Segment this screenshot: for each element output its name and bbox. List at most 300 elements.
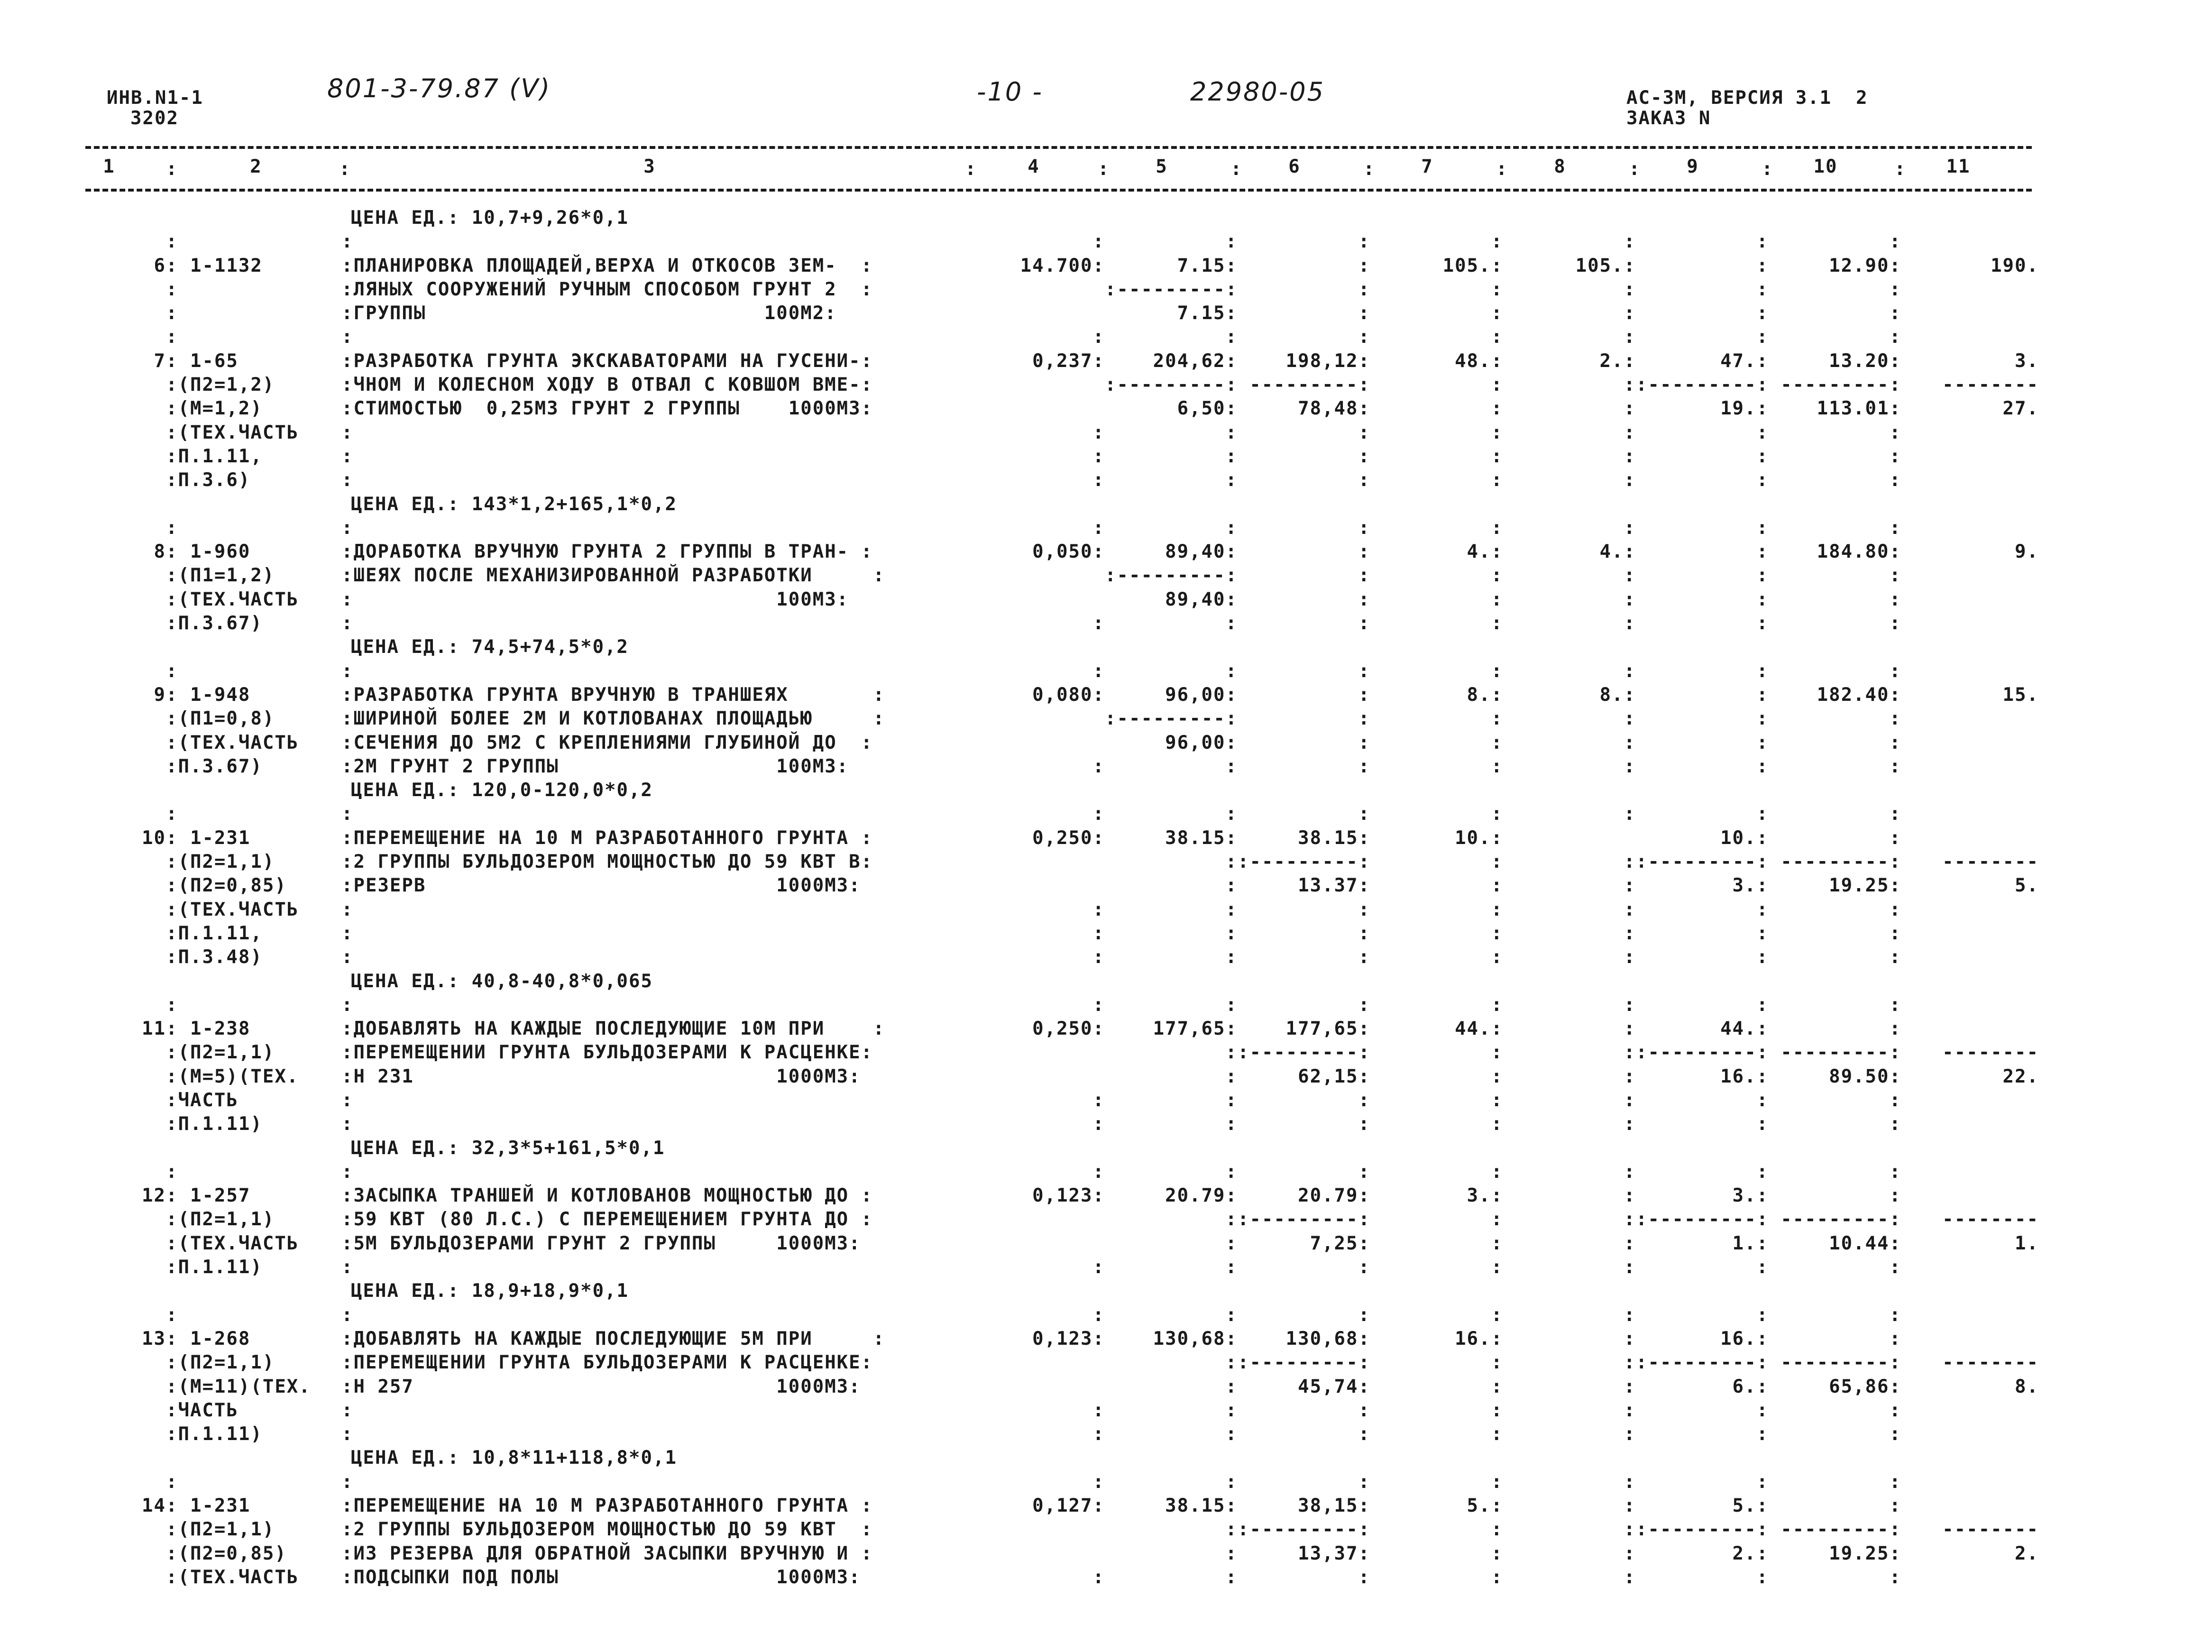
labor-cost-cell: :	[1889, 303, 1901, 324]
machine-cost-cell: 38,15:	[1298, 1495, 1370, 1517]
inventory-number: 3202	[130, 108, 179, 129]
machine-cost-cell: :	[1358, 469, 1370, 491]
wages-cell: :	[1624, 1423, 1636, 1445]
unit-price-line	[95, 206, 2039, 230]
wages-cell: :	[1624, 922, 1636, 944]
work-description-cell: :ДОРАБОТКА ВРУЧНУЮ ГРУНТА 2 ГРУППЫ В ТРАН- :	[341, 541, 873, 563]
unit-cost-cell: 89,40:	[1165, 588, 1238, 610]
unit-cost-cell: :	[1225, 1257, 1238, 1278]
machine-operation-cell: :	[1756, 899, 1769, 920]
quantity-cell: :	[1092, 755, 1105, 777]
rate-code-cell: :	[166, 1471, 178, 1493]
rate-code-cell: :(П2=1,1)	[166, 1352, 275, 1374]
labor-cost-cell: 12.90:	[1829, 255, 1901, 276]
total-cost-cell: :	[1491, 588, 1503, 610]
quantity-cell: :	[1092, 1089, 1105, 1111]
work-description-cell: :ЧНОМ И КОЛЕСНОМ ХОДУ В ОТВАЛ С КОВШОМ ВМЕ-:	[341, 374, 873, 396]
work-description-cell: :Н 231 1000М3:	[341, 1065, 861, 1087]
rate-code-cell: : 1-231	[166, 827, 251, 849]
total-cost-cell: :	[1491, 1566, 1503, 1588]
wages-cell: :	[1624, 1519, 1636, 1541]
labor-cost-cell: :	[1889, 517, 1901, 539]
wages-cell: :	[1624, 613, 1636, 634]
wages-cell: :	[1624, 660, 1636, 682]
work-description-cell: :	[341, 1113, 354, 1135]
table-row	[95, 660, 2039, 683]
rate-code-cell: :	[166, 803, 178, 825]
work-description-cell: :ДОБАВЛЯТЬ НА КАЖДЫЕ ПОСЛЕДУЮЩИЕ 10М ПРИ :	[341, 1018, 885, 1040]
rate-code-cell: :П.1.11)	[166, 1423, 263, 1445]
quantity-cell: :	[1092, 1566, 1105, 1588]
page-number: -10 -	[977, 77, 1043, 107]
quantity-cell: :	[1092, 994, 1105, 1016]
wages-cell: :	[1624, 517, 1636, 539]
column-separator: :	[1762, 158, 1774, 180]
wages-cell: :	[1624, 231, 1636, 253]
work-description-cell: :РАЗРАБОТКА ГРУНТА ЭКСКАВАТОРАМИ НА ГУСЕНИ-:	[341, 350, 873, 372]
total-cost-cell: :	[1491, 1376, 1503, 1397]
machine-cost-cell: 45,74:	[1298, 1376, 1370, 1397]
column-separator: :	[1363, 158, 1376, 180]
labor-cost-cell: :	[1889, 660, 1901, 682]
machine-operation-cell: :	[1756, 278, 1769, 300]
unit-cost-cell: 130,68:	[1153, 1328, 1238, 1349]
total-cost-cell: :	[1491, 445, 1503, 467]
total-cost-cell: :	[1491, 922, 1503, 944]
table-row	[95, 1017, 2039, 1041]
rate-code-cell: :(П2=1,1)	[166, 1042, 275, 1064]
machine-cost-cell: :	[1358, 994, 1370, 1016]
work-description-cell: :ЛЯНЫХ СООРУЖЕНИЙ РУЧНЫМ СПОСОБОМ ГРУНТ 2 :	[341, 278, 873, 300]
quantity-cell: 0,250:	[1032, 827, 1105, 849]
wages-cell: :	[1624, 1113, 1636, 1135]
wages-cell: 2.:	[1599, 350, 1636, 372]
quantity-cell: :	[1092, 517, 1105, 539]
quantity-cell: 14.700:	[1020, 255, 1105, 276]
machine-operation-cell: :	[1756, 1471, 1769, 1493]
work-description-cell: :	[341, 422, 354, 443]
rate-code-cell: :ЧАСТЬ	[166, 1089, 239, 1111]
wages-cell: :	[1624, 1018, 1636, 1040]
unit-cost-cell: :	[1225, 899, 1238, 920]
total-cost-cell: 44.:	[1455, 1018, 1503, 1040]
wages-cell: :	[1624, 398, 1636, 420]
machine-cost-cell: 38.15:	[1298, 827, 1370, 849]
total-cost-cell: :	[1491, 303, 1503, 324]
table-row	[95, 1041, 2039, 1065]
work-description-cell: :СЕЧЕНИЯ ДО 5М2 С КРЕПЛЕНИЯМИ ГЛУБИНОЙ ДО :	[341, 732, 873, 753]
machine-cost-cell: :	[1358, 231, 1370, 253]
work-description-cell: :ИЗ РЕЗЕРВА ДЛЯ ОБРАТНОЙ ЗАСЫПКИ ВРУЧНУЮ И :	[341, 1542, 873, 1564]
inventory-label: ИНВ.N1-1	[107, 87, 203, 109]
table-row	[95, 802, 2039, 826]
work-description-cell: :ПЕРЕМЕЩЕНИИ ГРУНТА БУЛЬДОЗЕРАМИ К РАСЦЕНКЕ:	[341, 1352, 873, 1374]
total-cost-cell: :	[1491, 994, 1503, 1016]
wages-cell: :	[1624, 755, 1636, 777]
labor-cost-cell: 65,86:	[1829, 1376, 1901, 1397]
column-header-1: 1	[103, 156, 115, 177]
machine-operation-cell: :	[1756, 541, 1769, 563]
total-cost-cell: :	[1491, 398, 1503, 420]
rate-code-cell: :	[166, 303, 178, 324]
machine-cost-cell: 62,15:	[1298, 1065, 1370, 1087]
unit-cost-cell: 38.15:	[1165, 827, 1238, 849]
work-description-cell: :	[341, 445, 354, 467]
total-cost-cell: :	[1491, 1232, 1503, 1254]
total-cost-cell: 3.:	[1467, 1185, 1503, 1207]
work-description-cell: :	[341, 469, 354, 491]
work-description-cell: :	[341, 1399, 354, 1421]
wages-cell: 4.:	[1599, 541, 1636, 563]
unit-cost-cell: 89,40:	[1165, 541, 1238, 563]
machine-operation-cell: :	[1756, 517, 1769, 539]
machine-operation-cell: :	[1756, 1113, 1769, 1135]
machine-operation-cell: :	[1756, 1304, 1769, 1326]
unit-price-formula: ЦЕНА ЕД.: 120,0-120,0*0,2	[351, 780, 653, 801]
labor-cost-cell: :	[1889, 946, 1901, 968]
machine-cost-cell: :	[1358, 303, 1370, 324]
machine-operation-cell: :	[1756, 1399, 1769, 1421]
total-cost-cell: :	[1491, 851, 1503, 873]
table-row	[95, 278, 2039, 302]
total-cost-cell: :	[1491, 1471, 1503, 1493]
total-cost-cell: :	[1491, 374, 1503, 396]
unit-cost-cell: :	[1225, 803, 1238, 825]
machine-operation-cell: :	[1756, 255, 1769, 276]
machine-cost-cell: 13,37:	[1298, 1542, 1370, 1564]
table-row	[95, 468, 2039, 492]
table-row	[95, 1160, 2039, 1184]
labor-cost-cell: :	[1889, 588, 1901, 610]
machine-cost-cell: 177,65:	[1285, 1018, 1370, 1040]
column-separator: :	[1098, 158, 1110, 180]
wages-cell: :	[1624, 1352, 1636, 1374]
quantity-cell: :	[1092, 326, 1105, 348]
rate-code-cell: :П.3.48)	[166, 946, 263, 968]
machine-operation-cell: :	[1756, 1566, 1769, 1588]
labor-total-cell: 27.	[2002, 398, 2039, 420]
column-header-5: 5	[1156, 156, 1168, 177]
unit-cost-cell: :	[1225, 660, 1238, 682]
rate-code-cell: :П.3.67)	[166, 755, 263, 777]
rate-code-cell: :П.1.11,	[166, 445, 263, 467]
unit-cost-cell: :	[1225, 469, 1238, 491]
total-cost-cell: :	[1491, 326, 1503, 348]
rate-code-cell: :(ТЕХ.ЧАСТЬ	[166, 899, 299, 920]
machine-operation-cell: :	[1756, 445, 1769, 467]
unit-cost-cell: 7.15:	[1177, 255, 1238, 276]
wages-cell: :	[1624, 303, 1636, 324]
wages-cell: :	[1624, 1542, 1636, 1564]
labor-cost-cell: :	[1889, 1257, 1901, 1278]
rate-code-cell: :	[166, 1304, 178, 1326]
quantity-cell: 0,250:	[1032, 1018, 1105, 1040]
unit-cost-cell: 204,62:	[1153, 350, 1238, 372]
table-row	[95, 421, 2039, 445]
wages-cell: :	[1624, 1376, 1636, 1397]
column-separator: :	[965, 158, 977, 180]
column-header-8: 8	[1554, 156, 1566, 177]
machine-cost-cell: 198,12:	[1285, 350, 1370, 372]
work-description-cell: :ПОДСЫПКИ ПОД ПОЛЫ 1000М3:	[341, 1566, 861, 1588]
wages-cell: :	[1624, 1328, 1636, 1349]
table-row	[95, 1399, 2039, 1423]
total-cost-cell: :	[1491, 231, 1503, 253]
machine-cost-cell: :	[1358, 1304, 1370, 1326]
work-description-cell: :2 ГРУППЫ БУЛЬДОЗЕРОМ МОЩНОСТЬЮ ДО 59 КВТ :	[341, 1519, 873, 1541]
item-number: 11	[142, 1018, 166, 1040]
unit-cost-cell: :	[1225, 1089, 1238, 1111]
total-cost-cell: :	[1491, 1352, 1503, 1374]
table-row	[95, 445, 2039, 468]
machine-cost-cell: :	[1358, 1399, 1370, 1421]
labor-total-cell: --------	[1942, 374, 2039, 396]
labor-cost-cell: ---------:	[1781, 851, 1901, 873]
rate-code-cell: : 1-257	[166, 1185, 251, 1207]
total-cost-cell: 5.:	[1467, 1495, 1503, 1517]
total-cost-cell: :	[1491, 1519, 1503, 1541]
table-row	[95, 516, 2039, 540]
rate-code-cell: :(П1=1,2)	[166, 565, 275, 587]
column-header-2: 2	[250, 156, 262, 177]
labor-cost-cell: :	[1889, 899, 1901, 920]
wages-cell: :	[1624, 445, 1636, 467]
work-description-cell: :5М БУЛЬДОЗЕРАМИ ГРУНТ 2 ГРУППЫ 1000М3:	[341, 1232, 861, 1254]
quantity-cell: :	[1092, 231, 1105, 253]
total-cost-cell: :	[1491, 565, 1503, 587]
column-header-4: 4	[1028, 156, 1040, 177]
column-separator: :	[166, 158, 178, 180]
total-cost-cell: :	[1491, 708, 1503, 730]
machine-operation-cell: :---------:	[1636, 1042, 1769, 1064]
table-row	[95, 1232, 2039, 1256]
rate-code-cell: : 1-948	[166, 684, 251, 706]
wages-cell: :	[1624, 1471, 1636, 1493]
labor-cost-cell: :	[1889, 445, 1901, 467]
machine-operation-cell: :	[1756, 684, 1769, 706]
machine-operation-cell: :	[1756, 732, 1769, 753]
unit-price-formula: ЦЕНА ЕД.: 40,8-40,8*0,065	[351, 970, 653, 992]
labor-cost-cell: ---------:	[1781, 1042, 1901, 1064]
unit-cost-cell: :---------:	[1105, 708, 1238, 730]
total-cost-cell: :	[1491, 1089, 1503, 1111]
labor-cost-cell: 113.01:	[1817, 398, 1901, 420]
total-cost-cell: 8.:	[1467, 684, 1503, 706]
wages-cell: :	[1624, 1257, 1636, 1278]
machine-cost-cell: :	[1358, 422, 1370, 443]
labor-cost-cell: :	[1889, 827, 1901, 849]
unit-price-line	[95, 779, 2039, 802]
total-cost-cell: 16.:	[1455, 1328, 1503, 1349]
labor-cost-cell: :	[1889, 1495, 1901, 1517]
unit-cost-cell: :	[1225, 994, 1238, 1016]
rate-code-cell: :П.1.11)	[166, 1257, 263, 1278]
quantity-cell: 0,237:	[1032, 350, 1105, 372]
table-row	[95, 922, 2039, 945]
machine-operation-cell: :---------:	[1636, 1209, 1769, 1230]
unit-cost-cell: :	[1225, 851, 1238, 873]
total-cost-cell: :	[1491, 1113, 1503, 1135]
quantity-cell: :	[1092, 1399, 1105, 1421]
rate-code-cell: :(ТЕХ.ЧАСТЬ	[166, 1566, 299, 1588]
item-number: 6	[154, 255, 166, 276]
unit-cost-cell: :	[1225, 875, 1238, 897]
machine-cost-cell: :	[1358, 946, 1370, 968]
quantity-cell: :	[1092, 1257, 1105, 1278]
labor-total-cell: 1.	[2015, 1232, 2039, 1254]
labor-cost-cell: :	[1889, 326, 1901, 348]
table-row	[95, 612, 2039, 635]
machine-cost-cell: 13.37:	[1298, 875, 1370, 897]
rate-code-cell: : 1-238	[166, 1018, 251, 1040]
total-cost-cell: :	[1491, 1399, 1503, 1421]
total-cost-cell: :	[1491, 1423, 1503, 1445]
unit-price-line	[95, 1279, 2039, 1303]
labor-cost-cell: :	[1889, 922, 1901, 944]
table-row	[95, 874, 2039, 898]
total-cost-cell: :	[1491, 1209, 1503, 1230]
table-row	[95, 826, 2039, 850]
estimate-table-body	[95, 206, 2039, 1589]
labor-total-cell: --------	[1942, 1352, 2039, 1374]
table-row	[95, 1303, 2039, 1327]
machine-operation-cell: :	[1756, 1161, 1769, 1183]
table-row	[95, 898, 2039, 922]
work-description-cell: :ЗАСЫПКА ТРАНШЕЙ И КОТЛОВАНОВ МОЩНОСТЬЮ ДО :	[341, 1185, 873, 1207]
total-cost-cell: 105.:	[1442, 255, 1503, 276]
labor-cost-cell: :	[1889, 1304, 1901, 1326]
quantity-cell: :	[1092, 1304, 1105, 1326]
machine-cost-cell: :	[1358, 899, 1370, 920]
machine-operation-cell: :	[1756, 565, 1769, 587]
work-description-cell: :	[341, 326, 354, 348]
wages-cell: :	[1624, 278, 1636, 300]
machine-operation-cell: :	[1756, 1423, 1769, 1445]
work-description-cell: :2М ГРУНТ 2 ГРУППЫ 100М3:	[341, 755, 849, 777]
labor-cost-cell: :	[1889, 1566, 1901, 1588]
table-row	[95, 302, 2039, 325]
rate-code-cell: : 1-231	[166, 1495, 251, 1517]
quantity-cell: :	[1092, 922, 1105, 944]
machine-cost-cell: :	[1358, 255, 1370, 276]
unit-cost-cell: 7.15:	[1177, 303, 1238, 324]
table-row	[95, 755, 2039, 779]
machine-operation-cell: 5.:	[1732, 1495, 1769, 1517]
column-separator: :	[1230, 158, 1243, 180]
unit-cost-cell: 96,00:	[1165, 732, 1238, 753]
item-number: 7	[154, 350, 166, 372]
unit-cost-cell: :	[1225, 517, 1238, 539]
software-version: АС-3М, ВЕРСИЯ 3.1 2	[1626, 87, 1868, 109]
machine-cost-cell: :	[1358, 1089, 1370, 1111]
machine-cost-cell: :	[1358, 588, 1370, 610]
wages-cell: :	[1624, 946, 1636, 968]
total-cost-cell: 48.:	[1455, 350, 1503, 372]
rate-code-cell: :	[166, 326, 178, 348]
machine-cost-cell: :	[1358, 1471, 1370, 1493]
total-cost-cell: :	[1491, 803, 1503, 825]
work-description-cell: :	[341, 899, 354, 920]
machine-cost-cell: :	[1358, 660, 1370, 682]
work-description-cell: :РЕЗЕРВ 1000М3:	[341, 875, 861, 897]
work-description-cell: :	[341, 1471, 354, 1493]
table-row	[95, 1351, 2039, 1375]
table-row	[95, 707, 2039, 731]
document-number: 22980-05	[1190, 77, 1325, 107]
rate-code-cell: :П.1.11,	[166, 922, 263, 944]
rate-code-cell: :	[166, 660, 178, 682]
machine-cost-cell: :	[1358, 445, 1370, 467]
column-header-3: 3	[643, 156, 656, 177]
total-cost-cell: :	[1491, 278, 1503, 300]
order-number: ЗАКАЗ N	[1626, 108, 1711, 129]
wages-cell: :	[1624, 422, 1636, 443]
unit-cost-cell: 177,65:	[1153, 1018, 1238, 1040]
rate-code-cell: :(П2=1,1)	[166, 1519, 275, 1541]
work-description-cell: :59 КВТ (80 Л.С.) С ПЕРЕМЕЩЕНИЕМ ГРУНТА ДО :	[341, 1209, 873, 1230]
column-separator: :	[1496, 158, 1508, 180]
table-row	[95, 325, 2039, 349]
labor-cost-cell: 19.25:	[1829, 875, 1901, 897]
machine-cost-cell: :	[1358, 565, 1370, 587]
wages-cell: :	[1624, 899, 1636, 920]
labor-cost-cell: :	[1889, 613, 1901, 634]
unit-price-line	[95, 1137, 2039, 1160]
total-cost-cell: :	[1491, 732, 1503, 753]
column-separator: :	[339, 158, 351, 180]
machine-cost-cell: :	[1358, 1566, 1370, 1588]
rate-code-cell: :(ТЕХ.ЧАСТЬ	[166, 588, 299, 610]
rate-code-cell: :П.3.67)	[166, 613, 263, 634]
unit-cost-cell: :---------:	[1105, 278, 1238, 300]
rate-code-cell: : 1-65	[166, 350, 239, 372]
machine-operation-cell: :---------:	[1636, 1519, 1769, 1541]
machine-cost-cell: :---------:	[1238, 1042, 1371, 1064]
item-number: 9	[154, 684, 166, 706]
machine-operation-cell: 16.:	[1720, 1065, 1769, 1087]
labor-cost-cell: ---------:	[1781, 1519, 1901, 1541]
machine-operation-cell: 3.:	[1732, 875, 1769, 897]
machine-operation-cell: :---------:	[1636, 851, 1769, 873]
total-cost-cell: :	[1491, 517, 1503, 539]
labor-total-cell: 22.	[2002, 1065, 2039, 1087]
unit-price-formula: ЦЕНА ЕД.: 74,5+74,5*0,2	[351, 636, 629, 658]
labor-total-cell: --------	[1942, 1209, 2039, 1230]
labor-cost-cell: :	[1889, 732, 1901, 753]
total-cost-cell: :	[1491, 1542, 1503, 1564]
rate-code-cell: :	[166, 1161, 178, 1183]
rate-code-cell: : 1-1132	[166, 255, 263, 276]
column-header-7: 7	[1421, 156, 1433, 177]
rate-code-cell: :	[166, 231, 178, 253]
unit-cost-cell: :	[1225, 1566, 1238, 1588]
work-description-cell: :	[341, 231, 354, 253]
work-description-cell: :ДОБАВЛЯТЬ НА КАЖДЫЕ ПОСЛЕДУЮЩИЕ 5М ПРИ :	[341, 1328, 885, 1349]
labor-cost-cell: :	[1889, 1328, 1901, 1349]
unit-cost-cell: :	[1225, 1423, 1238, 1445]
labor-cost-cell: :	[1889, 803, 1901, 825]
wages-cell: :	[1624, 588, 1636, 610]
labor-cost-cell: 89.50:	[1829, 1065, 1901, 1087]
machine-operation-cell: :	[1756, 660, 1769, 682]
work-description-cell: :	[341, 613, 354, 634]
quantity-cell: 0,050:	[1032, 541, 1105, 563]
item-number: 10	[142, 827, 166, 849]
table-row	[95, 1065, 2039, 1089]
unit-cost-cell: :	[1225, 1232, 1238, 1254]
labor-total-cell: 3.	[2015, 350, 2039, 372]
unit-cost-cell: :	[1225, 1304, 1238, 1326]
